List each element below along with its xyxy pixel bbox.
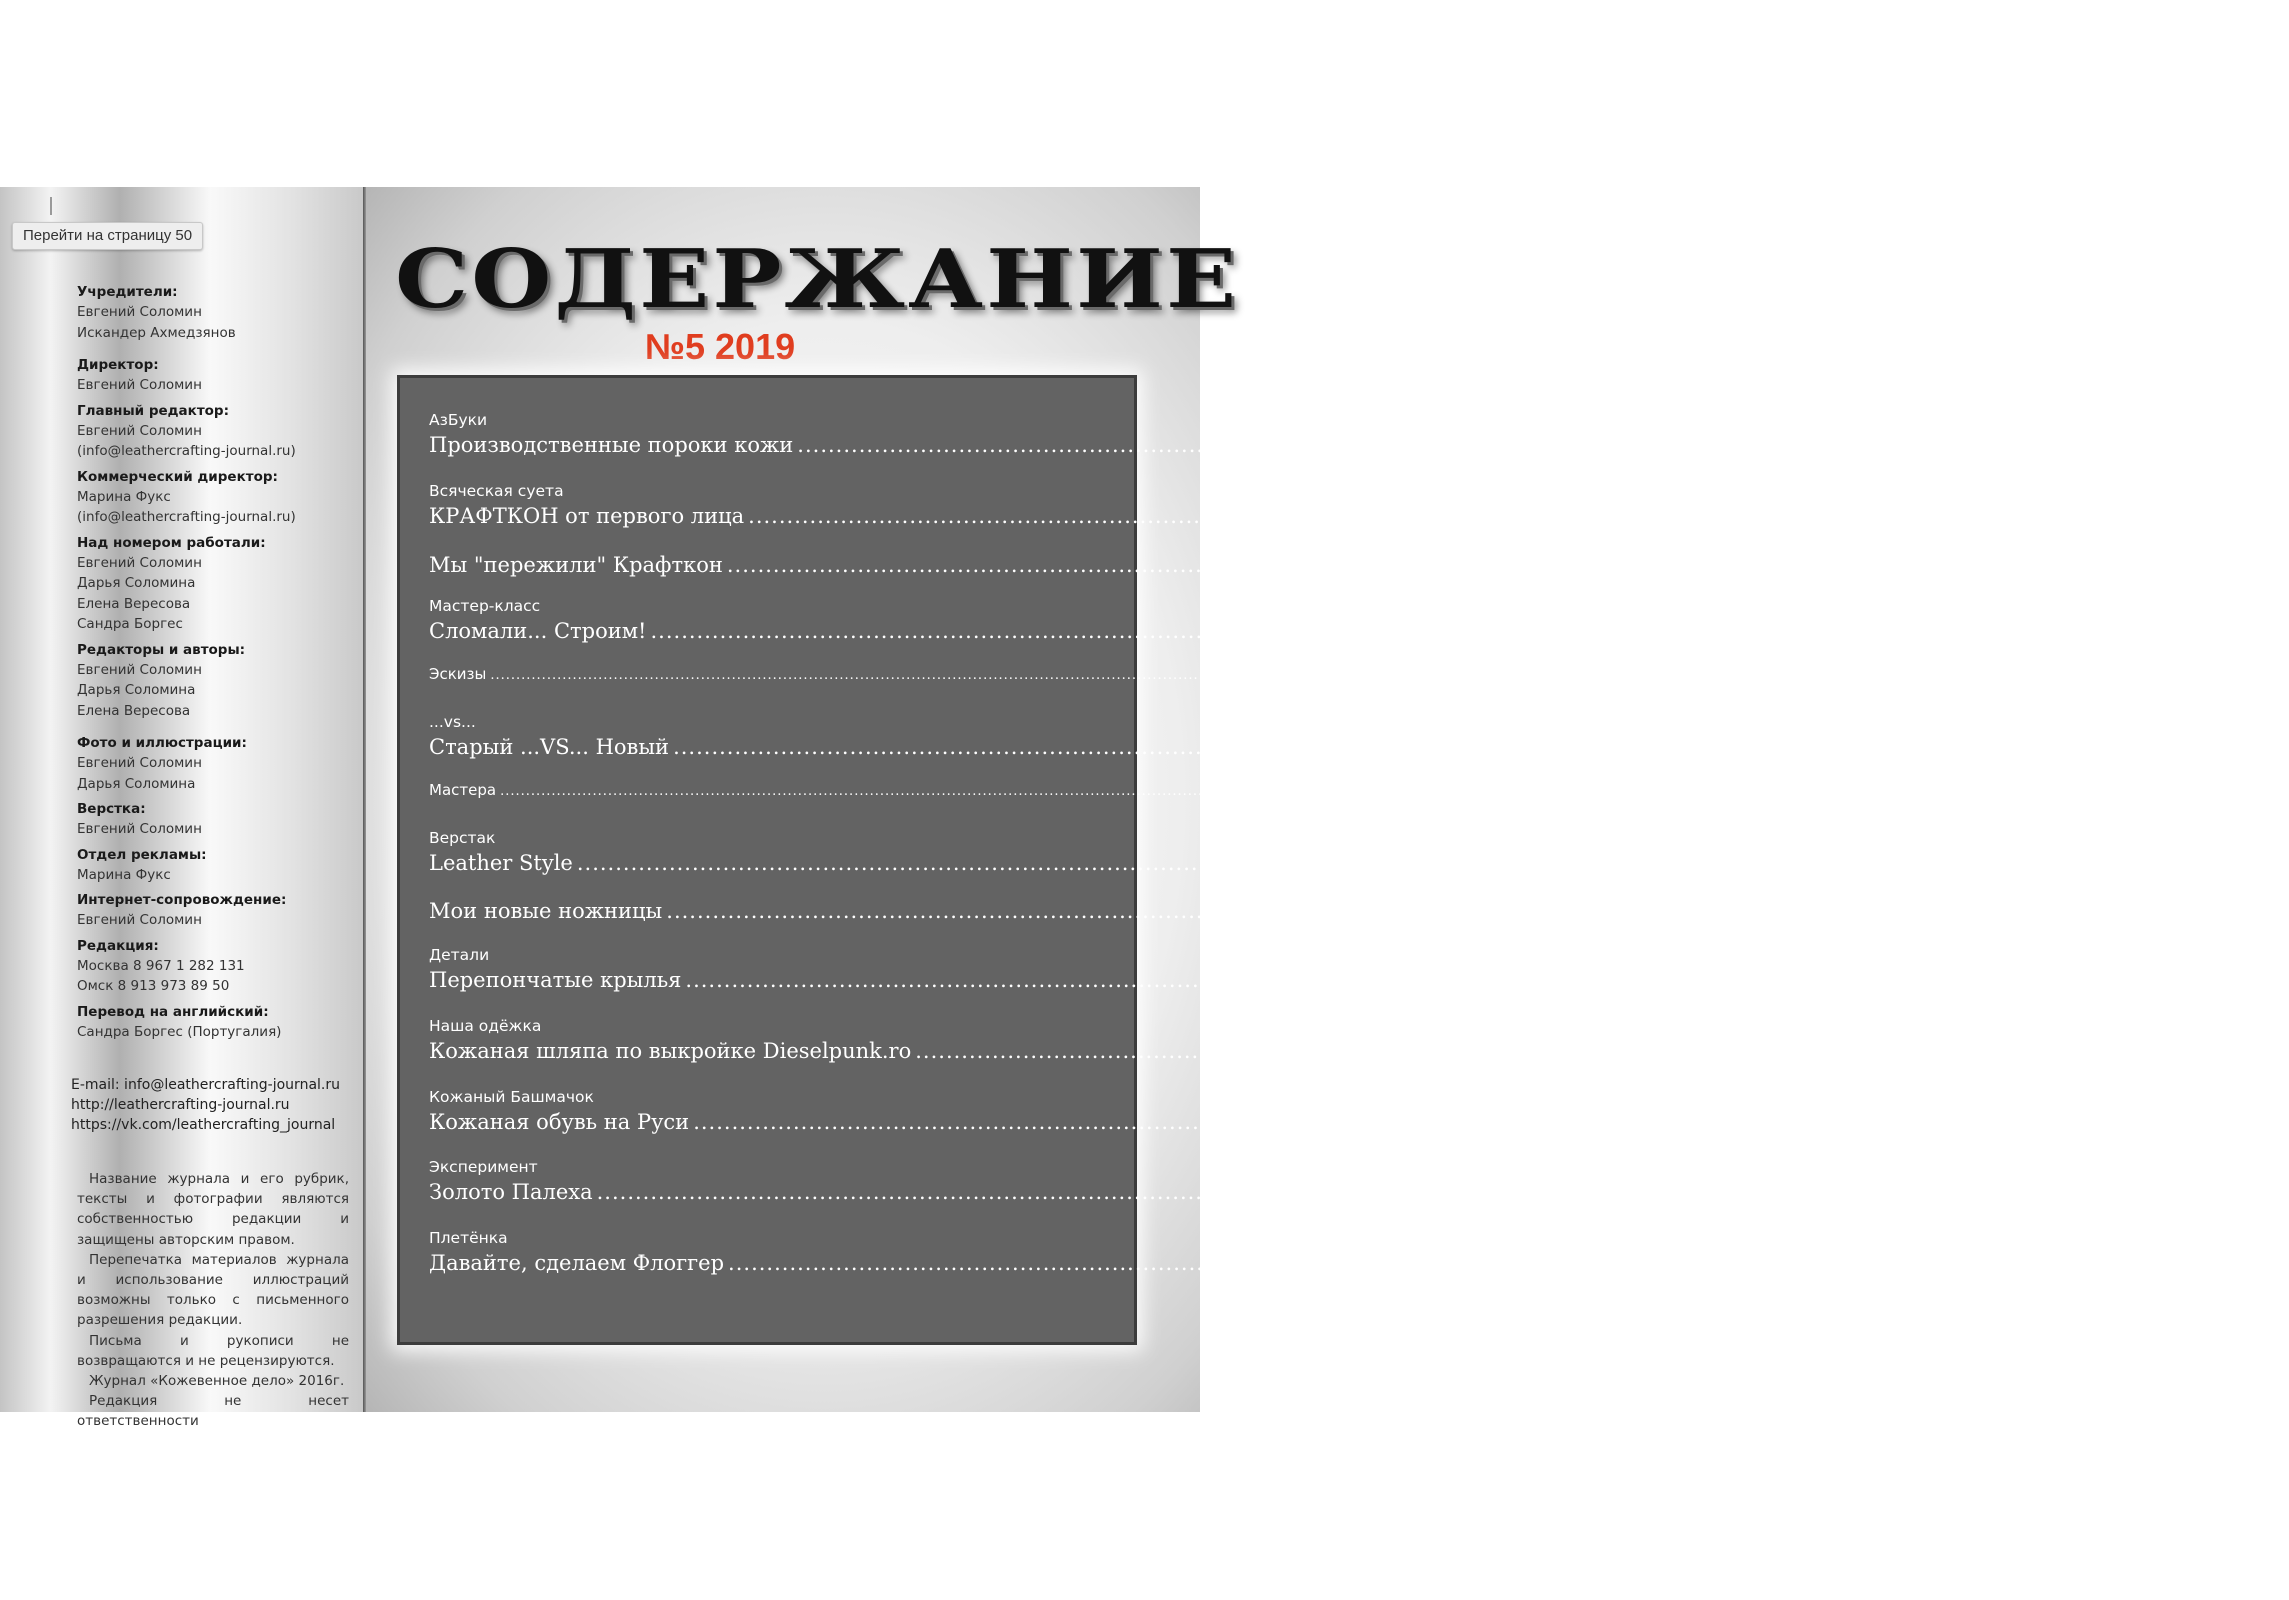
toc-leader-dots [490,668,1388,683]
staff-name: Евгений Соломин [77,661,202,678]
toc-category: Кожаный Башмачок [429,1088,594,1106]
toc-category: Эксперимент [429,1158,538,1176]
toc-category: Детали [429,946,490,964]
staff-name: Омск 8 913 973 89 50 [77,978,230,994]
staff-role: Главный редактор: [77,402,229,419]
vk-link[interactable]: https://vk.com/leathercrafting_journal [71,1117,336,1133]
staff-group [77,1002,357,1043]
toc-category: АзБуки [429,411,488,429]
staff-name: Дарья Соломина [77,682,196,698]
toc-leader-dots [728,1251,2071,1275]
toc-title: Эскизы [429,665,487,683]
staff-name: Марина Фукс [77,866,171,883]
toc-entry[interactable] [429,410,2158,460]
staff-role: Редакция: [77,937,159,954]
magazine-spread [0,187,2289,1430]
staff-name: Евгений Соломин [77,755,202,771]
copyright-notice [77,1169,349,1432]
staff-name: Евгений Соломин [77,821,202,837]
imprint-column [0,187,363,1430]
toc-entry[interactable] [429,1228,2102,1278]
staff-role: Редакторы и авторы: [77,641,246,658]
website-link[interactable]: http://leathercrafting-journal.ru [71,1097,290,1113]
toc-category: ...vs... [429,713,476,731]
toc-title: Leather Style [429,851,573,875]
staff-name: Евгений Соломин [77,422,202,439]
staff-name: (info@leathercrafting-journal.ru) [77,509,296,525]
staff-name: Сандра Боргес [77,616,183,632]
staff-name: Евгений Соломин [77,377,202,393]
staff-name: Дарья Соломина [77,775,196,792]
toc-page-number: 50 [2013,899,2041,923]
toc-title: Мастера [429,781,497,799]
staff-name: Искандер Ахмедзянов [77,324,236,341]
toc-category: Наша одёжка [429,1017,542,1035]
toc-page-number: 35 [1392,668,1410,683]
toc-entry[interactable] [429,1016,2289,1066]
staff-name: Евгений Соломин [77,912,202,928]
notice-paragraph: Журнал «Кожевенное дело» 2016г. [89,1373,345,1390]
toc-category: Верстак [429,829,496,847]
staff-group [77,640,357,722]
staff-name: Евгений Соломин [77,554,202,571]
toc-entry[interactable] [429,945,2060,995]
toc-category: Всяческая суета [429,482,564,500]
toc-leader-dots [727,553,2070,577]
staff-role: Учредители: [77,284,178,300]
toc-page-number: 67 [2075,1251,2102,1275]
toc-leader-dots [500,784,1398,799]
staff-group [77,355,357,396]
toc-title: Производственные пороки кожи [429,433,794,457]
toc-title: Перепончатые крылья [429,968,682,992]
toc-entry[interactable] [429,779,1419,801]
toc-page-number: 46 [1924,851,1951,875]
staff-name: Евгений Соломин [77,304,202,320]
notice-paragraph: Редакция не несет ответственности [77,1393,349,1430]
toc-entry[interactable] [429,596,2025,646]
toc-page-number: 39 [2020,735,2047,759]
toc-page-number: 12 [2095,504,2123,528]
toc-title: Кожаная обувь на Руси [429,1110,690,1134]
staff-group [77,890,357,931]
staff-role: Интернет-сопровождение: [77,892,287,908]
staff-name: Марина Фукс [77,488,171,505]
issue-number: №5 2019 [644,326,796,367]
toc-leader-dots [797,433,2140,457]
toc-page-number: 52 [2032,968,2060,992]
toc-entry[interactable] [429,663,1410,685]
staff-role: Коммерческий директор: [77,468,278,485]
staff-role: Перевод на английский: [77,1003,269,1020]
toc-title: Сломали... Строим! [429,619,647,643]
staff-group [77,733,357,794]
staff-group [77,799,357,840]
toc-title: Мы "пережили" Крафткон [429,553,723,577]
toc-entry[interactable] [429,481,2123,531]
table-of-contents [397,375,2289,1345]
toc-entry[interactable] [429,828,1951,878]
staff-role: Над номером работали: [77,534,266,551]
staff-group [77,936,357,997]
staff-group [77,467,357,528]
toc-leader-dots [748,504,2091,528]
toc-page-number: 4 [2144,433,2158,457]
toc-leader-dots [597,1180,1940,1204]
toc-entry[interactable] [429,1157,1971,1207]
staff-group [77,533,357,635]
toc-entry[interactable] [429,550,2101,580]
toc-leader-dots [577,851,1920,875]
goto-page-button[interactable]: Перейти на страницу 50 [12,222,203,250]
toc-category: Мастер-класс [429,597,541,615]
email-link[interactable]: E-mail: info@leathercrafting-journal.ru [71,1077,340,1093]
toc-page-number: 18 [2074,553,2101,577]
staff-list [77,282,357,1047]
toc-leader-dots [673,735,2016,759]
toc-page-number: 60 [2040,1110,2068,1134]
toc-leader-dots [651,619,1994,643]
notice-paragraph: Название журнала и его рубрик, тексты и фотографии являются собственностью редакции и защищены авторским правом. [77,1171,349,1248]
toc-title: Мои новые ножницы [429,899,663,923]
staff-name: Москва 8 967 1 282 131 [77,957,245,974]
staff-role: Верстка: [77,801,146,817]
toc-page-number: 55 [2262,1039,2289,1063]
contacts-block [71,1075,361,1135]
notice-paragraph: Перепечатка материалов журнала и использование иллюстраций возможны только с письменного разрешения редакции. [77,1251,349,1329]
toc-entry[interactable] [429,1087,2068,1137]
staff-name: Дарья Соломина [77,575,196,591]
toc-entry[interactable] [429,896,2041,926]
toc-leader-dots [685,968,2028,992]
staff-name: (info@leathercrafting-journal.ru) [77,443,296,459]
toc-leader-dots [915,1039,2258,1063]
staff-name: Елена Вересова [77,702,191,719]
staff-group [77,282,357,343]
toc-title: Золото Палеха [429,1180,593,1204]
toc-page-number: 26 [1997,619,2025,643]
staff-group [77,845,357,886]
page-title: СОДЕРЖАНИЕ [395,231,1240,327]
toc-page-number: 41 [1402,784,1419,799]
staff-role: Директор: [77,357,159,373]
toc-page-number: 63 [1943,1180,1971,1204]
staff-name: Елена Вересова [77,595,191,612]
toc-entry[interactable] [429,712,2047,762]
staff-role: Фото и иллюстрации: [77,735,247,751]
toc-title: Давайте, сделаем Флоггер [429,1251,725,1275]
staff-role: Отдел рекламы: [77,846,207,863]
toc-title: КРАФТКОН от первого лица [429,504,745,528]
toc-title: Кожаная шляпа по выкройке Dieselpunk.ro [429,1039,912,1063]
toc-title: Старый ...VS... Новый [429,735,670,759]
staff-name: Сандра Боргес (Португалия) [77,1023,282,1040]
text-cursor [50,197,52,215]
toc-leader-dots [666,899,2009,923]
notice-paragraph: Письма и рукописи не возвращаются и не рецензируются. [77,1332,349,1369]
staff-group [77,401,357,462]
toc-category: Плетёнка [429,1229,508,1247]
toc-leader-dots [693,1110,2036,1134]
